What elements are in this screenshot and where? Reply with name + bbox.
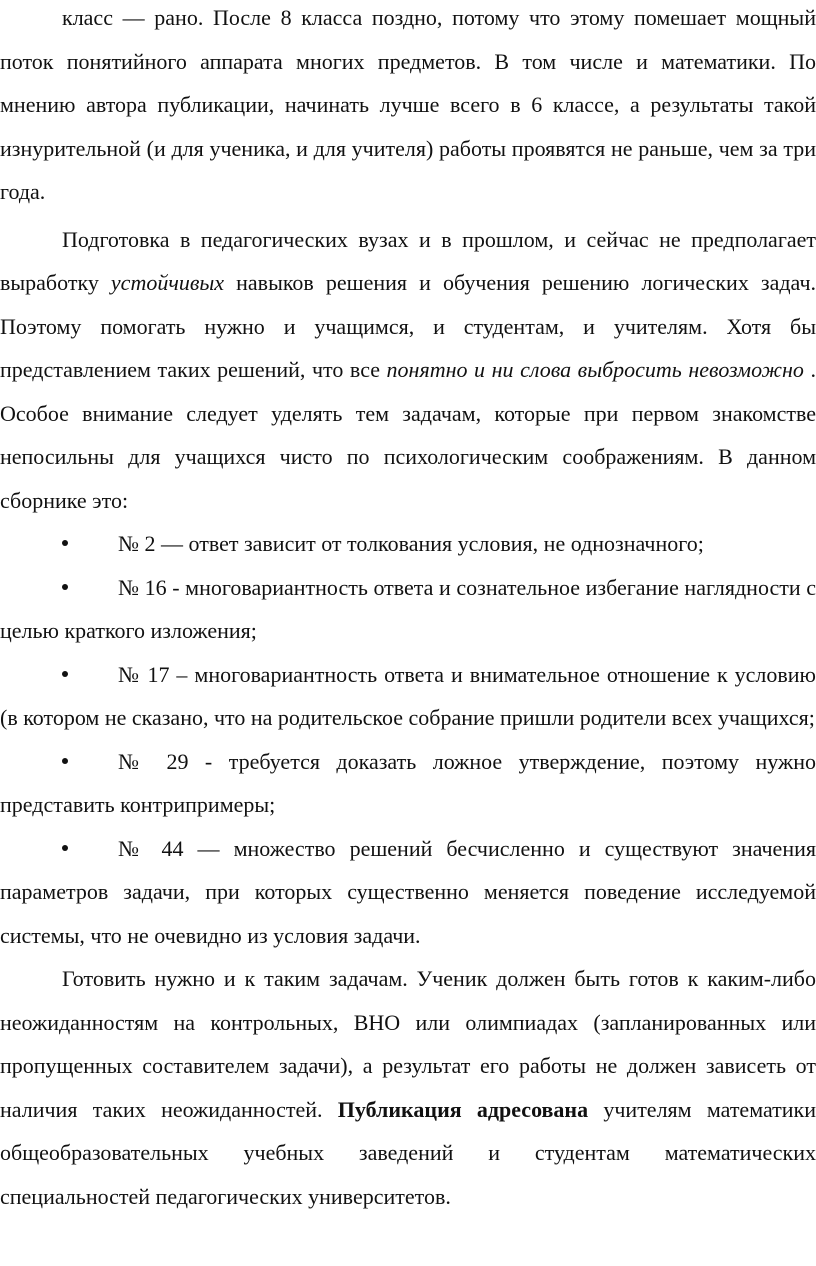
list-item xyxy=(0,827,816,958)
paragraph-audience-text-2: учителям математики общеобразовательных учебных заведений и студентам математических специальностей педагогических университетов. xyxy=(0,1096,816,1209)
paragraph-intro-text: класс — рано. После 8 класса поздно, потому что этому помешает мощный поток понятийного аппарата многих предметов. В том числе и математики. По мнению автора публикации, начинать лучше всего в 6 классе, а результаты такой изнурительной (и для ученика, и для учителя) работы проявятся не раньше, чем за три года. xyxy=(0,5,816,204)
paragraph-intro xyxy=(0,0,816,214)
italic-emphasis-clear: понятно и ни слова выбросить невозможно xyxy=(386,357,804,382)
list-item-text: № 29 - требуется доказать ложное утверждение, поэтому нужно представить контрипримеры; xyxy=(0,748,816,817)
list-item xyxy=(0,740,816,827)
bullet-dot-icon xyxy=(62,540,68,546)
list-item-text: № 17 – многовариантность ответа и внимательное отношение к условию (в котором не сказано, что на родительское собрание пришли родители всех учащихся; xyxy=(0,661,816,730)
bullet-dot-icon xyxy=(62,758,68,764)
bullet-dot-icon xyxy=(62,584,68,590)
bold-publication-addressed: Публикация адресована xyxy=(337,1096,589,1122)
list-item-text: № 16 - многовариантность ответа и сознательное избегание наглядности с целью краткого изложения; xyxy=(0,574,816,643)
paragraph-preparation-text-2: навыков решения и обучения решению логических задач. Поэтому помогать нужно и учащимся, и студентам, и учителям. Хотя бы представлением таких решений, что все xyxy=(0,270,816,382)
paragraph-audience-text-1: Готовить нужно и к таким задачам. Ученик должен быть готов к каким-либо неожиданностям на контрольных, ВНО или олимпиадах (запланированных или пропущенных составителем задачи), а результат его работы не должен зависеть от наличия таких неожиданностей. xyxy=(0,966,816,1122)
paragraph-audience xyxy=(0,957,816,1218)
paragraph-preparation-text-3: . Особое внимание следует уделять тем задачам, которые при первом знакомстве непосильны для учащихся чисто по психологическим соображениям. В данном сборнике это: xyxy=(0,357,816,513)
paragraph-preparation-text-1: Подготовка в педагогических вузах и в прошлом, и сейчас не предполагает выработку xyxy=(0,226,816,295)
list-item xyxy=(0,522,816,566)
bullet-dot-icon xyxy=(62,845,68,851)
list-item-text: № 2 — ответ зависит от толкования условия, не однозначного; xyxy=(118,531,704,556)
list-item xyxy=(0,566,816,653)
paragraph-preparation xyxy=(0,218,816,523)
list-item-text: № 44 — множество решений бесчисленно и существуют значения параметров задачи, при которых существенно меняется поведение исследуемой системы, что не очевидно из условия задачи. xyxy=(0,835,816,948)
bullet-dot-icon xyxy=(62,671,68,677)
bullet-list xyxy=(0,522,816,957)
list-item xyxy=(0,653,816,740)
italic-emphasis-stable: устойчивых xyxy=(110,270,225,295)
